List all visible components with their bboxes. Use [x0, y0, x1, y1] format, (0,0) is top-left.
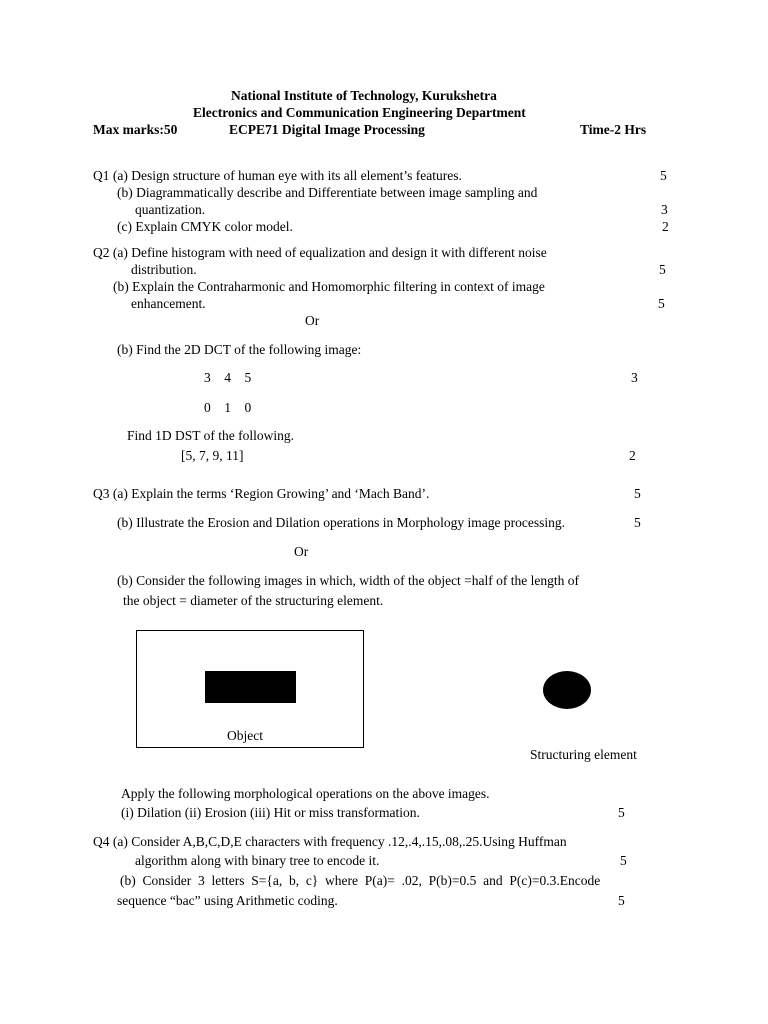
- q4-a-line1: Q4 (a) Consider A,B,C,D,E characters with frequency .12,.4,.15,.08,.25.Using Huffman: [93, 834, 567, 849]
- structuring-element-label: Structuring element: [530, 747, 637, 762]
- q3-a: Q3 (a) Explain the terms ‘Region Growing’ and ‘Mach Band’.: [93, 486, 430, 501]
- q1-b-line2: quantization.: [135, 202, 206, 217]
- object-rectangle: [205, 671, 296, 703]
- course-title: ECPE71 Digital Image Processing: [229, 122, 425, 137]
- exam-time: Time-2 Hrs: [580, 122, 647, 137]
- q2-dst: Find 1D DST of the following.: [127, 428, 295, 443]
- max-marks: Max marks:50: [93, 122, 178, 137]
- q3-operations: (i) Dilation (ii) Erosion (iii) Hit or miss transformation.: [121, 805, 420, 820]
- q4-b-line2: sequence “bac” using Arithmetic coding.: [117, 893, 338, 908]
- q4-b-marks: 5: [618, 893, 625, 908]
- q2-a-line2: distribution.: [131, 262, 197, 277]
- q1-c-marks: 2: [662, 219, 669, 234]
- department-title: Electronics and Communication Engineering Department: [193, 105, 526, 120]
- q1-a-marks: 5: [660, 168, 667, 183]
- q2-dct-marks: 3: [631, 370, 638, 385]
- q1-b-marks: 3: [661, 202, 668, 217]
- q2-b-line2: enhancement.: [131, 296, 206, 311]
- q2-a-line1: Q2 (a) Define histogram with need of equalization and design it with different noise: [93, 245, 547, 260]
- q4-a-marks: 5: [620, 853, 627, 868]
- q2-dst-marks: 2: [629, 448, 636, 463]
- q3-alt-b-line1: (b) Consider the following images in which, width of the object =half of the length of: [117, 573, 580, 588]
- q2-b-marks: 5: [658, 296, 665, 311]
- q3-operations-marks: 5: [618, 805, 625, 820]
- q3-apply: Apply the following morphological operations on the above images.: [121, 786, 490, 801]
- q3-alt-b-line2: the object = diameter of the structuring element.: [123, 593, 384, 608]
- object-label: Object: [227, 728, 263, 743]
- q4-a-line2: algorithm along with binary tree to encode it.: [135, 853, 380, 868]
- q3-b-marks: 5: [634, 515, 641, 530]
- q2-dst-sequence: [5, 7, 9, 11]: [181, 448, 244, 463]
- q2-or: Or: [305, 313, 320, 328]
- matrix-row-1: 3 4 5: [204, 370, 252, 385]
- structuring-element-disk: [543, 671, 591, 709]
- q2-b-line1: (b) Explain the Contraharmonic and Homomorphic filtering in context of image: [113, 279, 545, 294]
- matrix-row-2: 0 1 0: [204, 400, 252, 415]
- institute-title: National Institute of Technology, Kurukshetra: [231, 88, 497, 103]
- q4-b-line1: (b) Consider 3 letters S={a, b, c} where P(a)= .02, P(b)=0.5 and P(c)=0.3.Encode: [120, 873, 601, 888]
- q3-a-marks: 5: [634, 486, 641, 501]
- q2-alt-b: (b) Find the 2D DCT of the following image:: [117, 342, 362, 357]
- q1-c: (c) Explain CMYK color model.: [117, 219, 293, 234]
- q1-b-line1: (b) Diagrammatically describe and Differentiate between image sampling and: [117, 185, 538, 200]
- q2-a-marks: 5: [659, 262, 666, 277]
- q3-or: Or: [294, 544, 309, 559]
- q3-b: (b) Illustrate the Erosion and Dilation operations in Morphology image processing.: [117, 515, 566, 530]
- q1-a: Q1 (a) Design structure of human eye with its all element’s features.: [93, 168, 462, 183]
